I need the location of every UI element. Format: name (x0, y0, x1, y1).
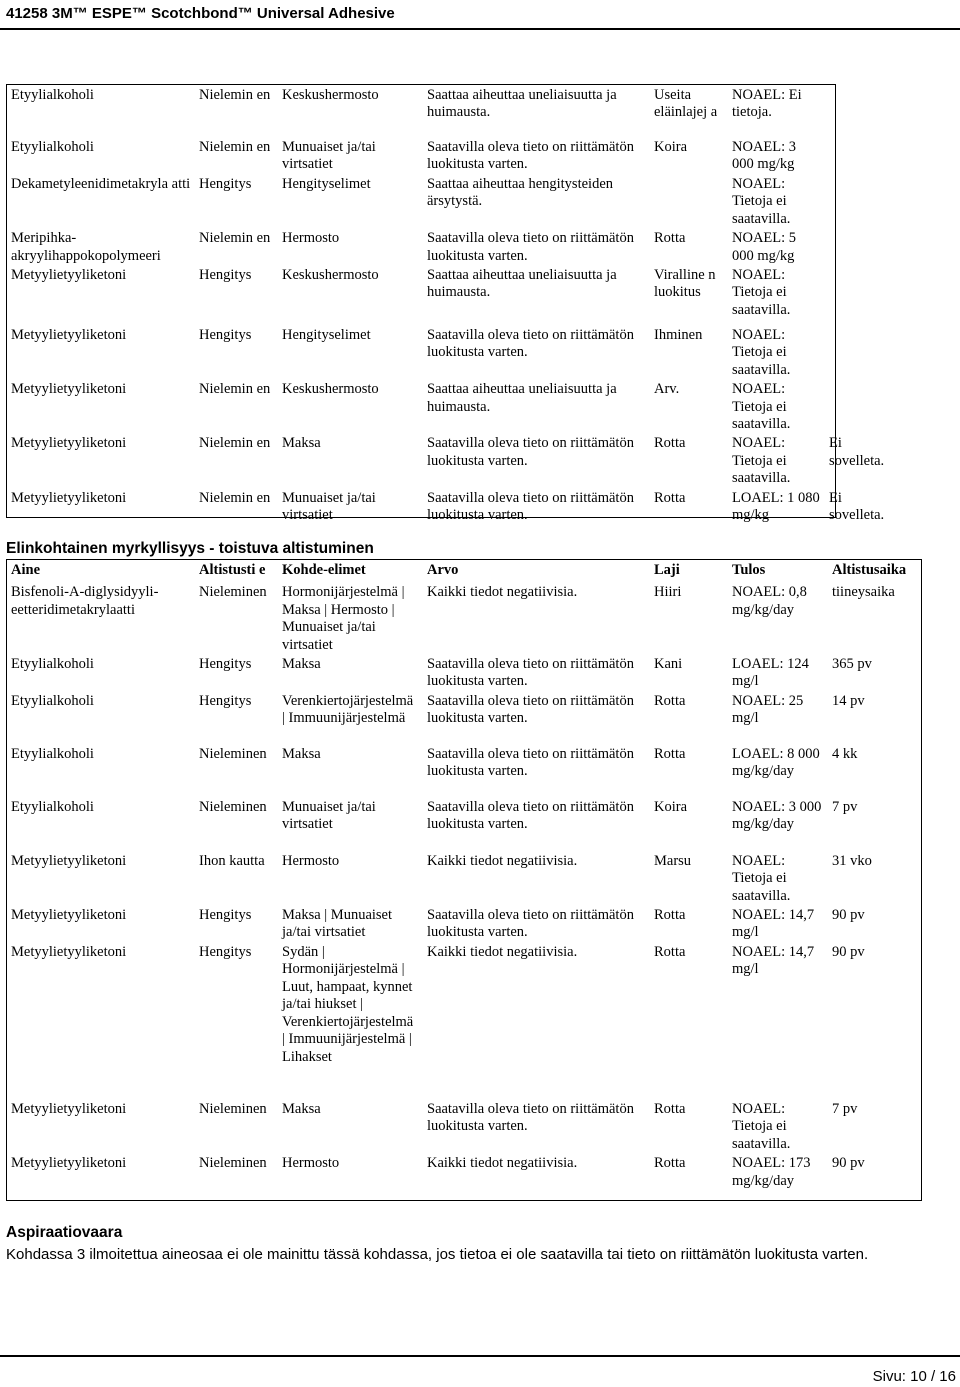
cell-arvo: Kaikki tiedot negatiivisia. (427, 584, 578, 601)
table-row (7, 137, 835, 174)
cell-kohde: Maksa (282, 1101, 321, 1118)
document-title: 41258 3M™ ESPE™ Scotchbond™ Universal Adhesive (6, 5, 395, 22)
cell-aine: Meripihka-akryylihappokopolymeeri (11, 230, 161, 264)
cell-altistusreitti: Nielemin en (199, 87, 271, 103)
cell-aine: Etyylialkoholi (11, 692, 94, 709)
aspiration-text: Kohdassa 3 ilmoitettua aineosaa ei ole mainittu tässä kohdassa, jos tietoa ei ole saatavilla tai tieto on riittämätön luokitusta varten. (6, 1246, 869, 1263)
cell-kohde: Hengityselimet (282, 327, 371, 344)
cell-altistustie: Nieleminen (199, 584, 267, 601)
cell-kohde: Maksa (282, 656, 321, 673)
table-row (7, 582, 921, 654)
cell-aine: Metyylietyyliketoni (11, 907, 127, 924)
table-header-row (7, 560, 921, 582)
cell-tulos: NOAEL: 3 000 mg/kg (732, 139, 797, 173)
cell-altistusaika (825, 137, 835, 174)
cell-kohde: Maksa (282, 435, 321, 452)
cell-altistusreitti: Hengitys (199, 267, 252, 284)
cell-arvo: Saatavilla oleva tieto on riittämätön luokitusta varten. (427, 139, 634, 173)
cell-kohde: Hermosto (282, 1155, 340, 1172)
cell-altistusaika: 90 pv (832, 944, 865, 961)
cell-tulos: NOAEL: 5 000 mg/kg (732, 230, 797, 264)
cell-tulos: NOAEL: 14,7 mg/l (732, 907, 815, 941)
cell-altistusaika: 31 vko (832, 852, 872, 869)
cell-altistusaika (825, 85, 835, 137)
cell-aine: Bisfenoli-A-diglysidyyli-eetteridimetakrylaatti (11, 584, 159, 618)
page-number: Sivu: 10 / 16 (872, 1368, 956, 1385)
cell-kohde: Verenkiertojärjestelmä | Immuunijärjestelmä (282, 692, 414, 727)
cell-altistusreitti: Nielemin en (199, 489, 271, 506)
cell-aine: Etyylialkoholi (11, 656, 94, 673)
cell-altistusaika (825, 379, 835, 433)
table-row (7, 851, 921, 905)
cell-aine: Etyylialkoholi (11, 139, 94, 155)
cell-arvo: Saatavilla oleva tieto on riittämätön luokitusta varten. (427, 230, 634, 264)
cell-tulos: NOAEL: 25 mg/l (732, 692, 804, 727)
cell-altistusaika: 7 pv (832, 1101, 858, 1118)
header-aine: Aine (11, 562, 40, 578)
cell-altistusreitti: Hengitys (199, 176, 252, 192)
cell-aine: Metyylietyyliketoni (11, 1155, 127, 1172)
header-altistusaika: Altistusaika (832, 562, 907, 578)
cell-arvo: Saattaa aiheuttaa uneliaisuutta ja huimausta. (427, 381, 617, 415)
table-row (7, 942, 921, 1099)
cell-tulos: NOAEL: Tietoja ei saatavilla. (732, 267, 791, 318)
cell-arvo: Saattaa aiheuttaa uneliaisuutta ja huimausta. (427, 87, 617, 121)
table-row (7, 654, 921, 691)
cell-kohde: Hormonijärjestelmä | Maksa | Hermosto | Munuaiset ja/tai virtsatiet (282, 584, 405, 653)
cell-laji: Koira (654, 798, 688, 815)
cell-arvo: Saatavilla oleva tieto on riittämätön luokitusta varten. (427, 907, 634, 941)
cell-altistusaika: 90 pv (832, 907, 865, 924)
cell-altistusreitti: Nielemin en (199, 230, 271, 247)
cell-laji: Koira (654, 139, 688, 155)
cell-aine: Metyylietyyliketoni (11, 435, 127, 452)
cell-altistusaika: 4 kk (832, 745, 858, 762)
cell-altistusaika: tiineysaika (832, 584, 895, 601)
cell-tulos: NOAEL: Tietoja ei saatavilla. (732, 1101, 791, 1152)
cell-kohde: Hermosto (282, 230, 340, 247)
table-row (7, 265, 835, 325)
cell-altistusaika: 90 pv (832, 1155, 865, 1172)
header-arvo: Arvo (427, 562, 459, 578)
cell-tulos: NOAEL: Tietoja ei saatavilla. (732, 852, 791, 904)
document-header (0, 0, 960, 30)
cell-aine: Metyylietyyliketoni (11, 327, 127, 344)
cell-kohde: Keskushermosto (282, 267, 379, 284)
cell-kohde: Sydän | Hormonijärjestelmä | Luut, hampaat, kynnet ja/tai hiukset | Verenkiertojärjestelmä | Immuunijärjestelmä | Lihakset (282, 944, 414, 1065)
cell-altistustie: Hengitys (199, 907, 252, 924)
cell-altistusaika: 365 pv (832, 656, 872, 673)
cell-tulos: LOAEL: 124 mg/l (732, 656, 809, 690)
cell-altistusreitti: Nielemin en (199, 435, 271, 452)
cell-arvo: Saatavilla oleva tieto on riittämätön luokitusta varten. (427, 798, 634, 833)
cell-laji: Rotta (654, 745, 686, 762)
cell-aine: Etyylialkoholi (11, 87, 94, 103)
cell-arvo: Kaikki tiedot negatiivisia. (427, 1155, 578, 1172)
cell-arvo: Saatavilla oleva tieto on riittämätön luokitusta varten. (427, 327, 634, 361)
table-row (7, 174, 835, 228)
table-row (7, 1099, 921, 1153)
cell-kohde: Munuaiset ja/tai virtsatiet (282, 139, 376, 173)
table-row (7, 379, 835, 433)
cell-altistustie: Ihon kautta (199, 852, 265, 869)
cell-aine: Etyylialkoholi (11, 798, 94, 815)
cell-tulos: LOAEL: 1 080 mg/kg (732, 489, 820, 524)
cell-kohde: Hengityselimet (282, 176, 371, 192)
repeated-exposure-title: Elinkohtainen myrkyllisyys - toistuva altistuminen (6, 540, 374, 557)
table-row (7, 744, 921, 797)
cell-altistusaika (825, 265, 835, 325)
cell-tulos: NOAEL: 3 000 mg/kg/day (732, 798, 822, 833)
cell-laji: Rotta (654, 944, 686, 961)
cell-kohde: Munuaiset ja/tai virtsatiet (282, 489, 376, 524)
cell-tulos: NOAEL: Tietoja ei saatavilla. (732, 381, 791, 433)
header-tulos: Tulos (732, 562, 766, 578)
table-row (7, 691, 921, 744)
cell-altistusaika: 7 pv (832, 798, 858, 815)
cell-altistustie: Hengitys (199, 656, 252, 673)
table-row (7, 85, 835, 137)
cell-kohde: Hermosto (282, 852, 340, 869)
cell-altistusaika (825, 228, 835, 265)
cell-laji: Viralline n luokitus (654, 267, 716, 301)
footer-divider (0, 1355, 960, 1357)
header-kohde: Kohde-elimet (282, 562, 366, 578)
cell-aine: Metyylietyyliketoni (11, 267, 127, 284)
cell-laji: Rotta (654, 230, 686, 247)
cell-altistustie: Nieleminen (199, 745, 267, 762)
cell-altistusaika (825, 325, 835, 379)
cell-altistusaika: 14 pv (832, 692, 865, 709)
cell-kohde: Maksa (282, 745, 321, 762)
header-altistustie: Altistusti e (199, 562, 266, 578)
cell-laji: Rotta (654, 489, 686, 506)
cell-altistusaika (825, 174, 835, 228)
table-row (7, 488, 835, 540)
cell-tulos: LOAEL: 8 000 mg/kg/day (732, 745, 820, 780)
table-row (7, 433, 835, 487)
table-row (7, 325, 835, 379)
table-row (7, 797, 921, 851)
cell-altistustie: Nieleminen (199, 1155, 267, 1172)
cell-tulos: NOAEL: 14,7 mg/l (732, 944, 815, 978)
cell-laji: Rotta (654, 907, 686, 924)
cell-kohde: Munuaiset ja/tai virtsatiet (282, 798, 376, 833)
cell-aine: Etyylialkoholi (11, 745, 94, 762)
repeated-exposure-table (7, 560, 921, 1190)
cell-arvo: Saatavilla oleva tieto on riittämätön luokitusta varten. (427, 435, 634, 469)
cell-arvo: Saatavilla oleva tieto on riittämätön luokitusta varten. (427, 692, 634, 727)
table-row (7, 905, 921, 942)
table-row (7, 228, 835, 265)
cell-altistusaika: Ei sovelleta. (829, 489, 885, 524)
cell-tulos: NOAEL: 173 mg/kg/day (732, 1155, 811, 1189)
cell-kohde: Maksa | Munuaiset ja/tai virtsatiet (282, 907, 393, 941)
cell-laji: Hiiri (654, 584, 682, 601)
cell-kohde: Keskushermosto (282, 87, 379, 103)
cell-laji: Rotta (654, 435, 686, 452)
cell-altistusreitti: Nielemin en (199, 381, 271, 398)
cell-arvo: Saatavilla oleva tieto on riittämätön luokitusta varten. (427, 745, 634, 780)
cell-aine: Metyylietyyliketoni (11, 381, 127, 398)
cell-arvo: Saatavilla oleva tieto on riittämätön luokitusta varten. (427, 489, 634, 524)
cell-arvo: Kaikki tiedot negatiivisia. (427, 852, 578, 869)
cell-arvo: Kaikki tiedot negatiivisia. (427, 944, 578, 961)
cell-aine: Metyylietyyliketoni (11, 852, 127, 869)
cell-aine: Dekametyleenidimetakryla atti (11, 176, 191, 192)
cell-altistusaika: Ei sovelleta. (829, 435, 885, 469)
cell-arvo: Saattaa aiheuttaa uneliaisuutta ja huimausta. (427, 267, 617, 301)
cell-altistustie: Nieleminen (199, 798, 267, 815)
cell-altistustie: Hengitys (199, 692, 252, 709)
cell-laji: Rotta (654, 1101, 686, 1118)
cell-laji: Arv. (654, 381, 680, 398)
cell-arvo: Saattaa aiheuttaa hengitysteiden ärsytystä. (427, 176, 614, 210)
cell-aine: Metyylietyyliketoni (11, 1101, 127, 1118)
header-laji: Laji (654, 562, 680, 578)
cell-tulos: NOAEL: 0,8 mg/kg/day (732, 584, 807, 618)
aspiration-title: Aspiraatiovaara (6, 1224, 123, 1241)
cell-laji: Marsu (654, 852, 692, 869)
cell-altistusreitti: Nielemin en (199, 139, 271, 155)
cell-tulos: NOAEL: Ei tietoja. (732, 87, 802, 121)
cell-laji (650, 174, 728, 228)
cell-laji: Rotta (654, 1155, 686, 1172)
cell-aine: Metyylietyyliketoni (11, 944, 127, 961)
cell-laji: Ihminen (654, 327, 703, 344)
cell-arvo: Saatavilla oleva tieto on riittämätön luokitusta varten. (427, 656, 634, 690)
cell-laji: Kani (654, 656, 683, 673)
cell-aine: Metyylietyyliketoni (11, 489, 127, 506)
cell-laji: Useita eläinlajej a (654, 87, 718, 121)
cell-laji: Rotta (654, 692, 686, 709)
table-row (7, 1153, 921, 1190)
cell-altistusreitti: Hengitys (199, 327, 252, 344)
cell-arvo: Saatavilla oleva tieto on riittämätön luokitusta varten. (427, 1101, 634, 1135)
cell-altistustie: Hengitys (199, 944, 252, 961)
cell-tulos: NOAEL: Tietoja ei saatavilla. (732, 176, 791, 227)
cell-tulos: NOAEL: Tietoja ei saatavilla. (732, 327, 791, 378)
cell-kohde: Keskushermosto (282, 381, 379, 398)
cell-tulos: NOAEL: Tietoja ei saatavilla. (732, 435, 791, 487)
cell-altistustie: Nieleminen (199, 1101, 267, 1118)
acute-toxicity-table (7, 85, 885, 540)
